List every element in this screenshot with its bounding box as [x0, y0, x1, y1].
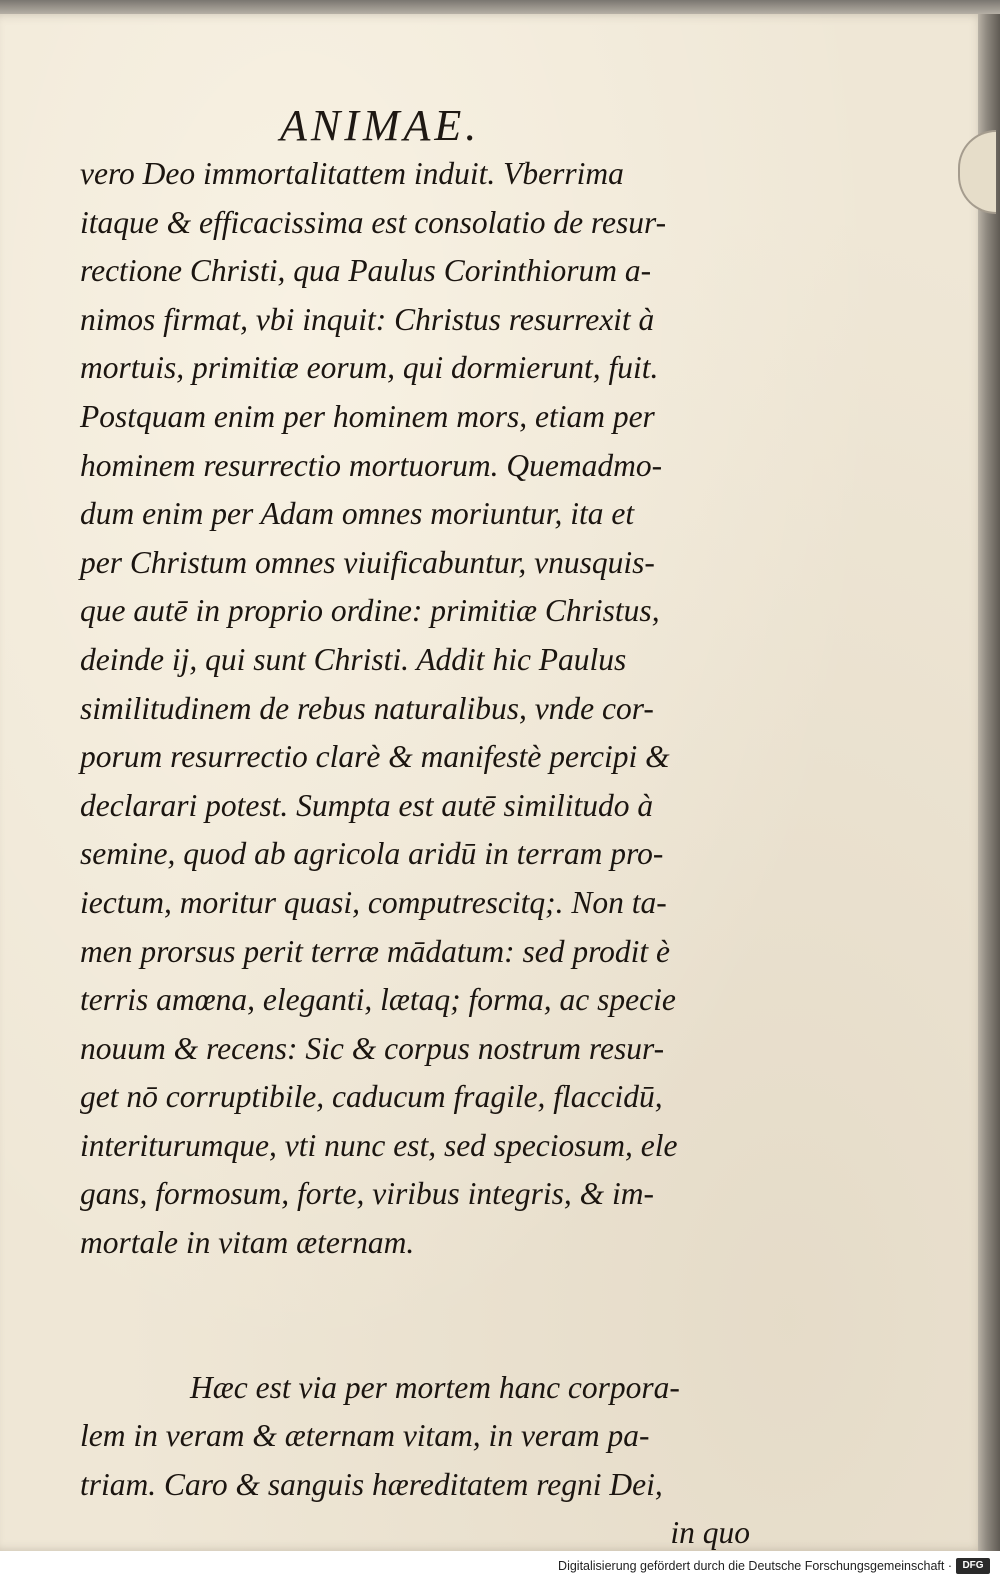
- text-line: que autē in proprio ordine: primitiæ Christus,: [80, 593, 660, 629]
- text-line: Postquam enim per hominem mors, etiam per: [80, 398, 655, 434]
- text-line: hominem resurrectio mortuorum. Quemadmo-: [80, 447, 663, 483]
- text-line: gans, formosum, forte, viribus integris, & im-: [80, 1176, 655, 1212]
- running-head: ANIMAE.: [280, 101, 481, 150]
- text-line: per Christum omnes viuificabuntur, vnusquis-: [80, 544, 655, 580]
- text-line: lem in veram & æternam vitam, in veram pa-: [80, 1418, 650, 1454]
- text-line: itaque & efficacissima est consolatio de resur-: [80, 204, 667, 240]
- text-line: mortale in vitam æternam.: [80, 1225, 415, 1261]
- text-line: porum resurrectio clarè & manifestè percipi &: [80, 739, 670, 775]
- text-line: men prorsus perit terræ mādatum: sed prodit è: [80, 933, 671, 969]
- footer-bar: [0, 1551, 1000, 1581]
- text-line: mortuis, primitiæ eorum, qui dormierunt, fuit.: [80, 350, 659, 386]
- text-line: triam. Caro & sanguis hæreditatem regni Dei,: [80, 1466, 663, 1502]
- paragraph-1: [80, 150, 760, 1268]
- text-line: declarari potest. Sumpta est autē similitudo à: [80, 787, 654, 823]
- text-line: deinde ij, qui sunt Christi. Addit hic Paulus: [80, 641, 627, 677]
- paragraph-2: [80, 1364, 760, 1558]
- catchword: in quo: [670, 1515, 750, 1551]
- text-line: dum enim per Adam omnes moriuntur, ita et: [80, 496, 635, 532]
- text-line: similitudinem de rebus naturalibus, vnde cor-: [80, 690, 654, 726]
- text-line: nimos firmat, vbi inquit: Christus resurrexit à: [80, 301, 655, 337]
- main-text: [80, 150, 760, 1558]
- text-line: vero Deo immortalitattem induit. Vberrima: [80, 156, 624, 191]
- footer-credit: Digitalisierung gefördert durch die Deutsche Forschungsgemeinschaft ·: [558, 1559, 952, 1573]
- text-line: interiturumque, vti nunc est, sed speciosum, ele: [80, 1127, 678, 1163]
- text-line: nouum & recens: Sic & corpus nostrum resur-: [80, 1030, 665, 1066]
- page-edge: [978, 14, 1000, 1551]
- text-line: get nō corruptibile, caducum fragile, flaccidū,: [80, 1079, 663, 1115]
- text-line: rectione Christi, qua Paulus Corinthiorum a-: [80, 253, 652, 289]
- text-line: semine, quod ab agricola aridū in terram pro-: [80, 836, 664, 872]
- text-line: Hæc est via per mortem hanc corpora-: [190, 1369, 680, 1405]
- text-line: terris amœna, eleganti, lætaq; forma, ac specie: [80, 982, 676, 1018]
- text-line: iectum, moritur quasi, computrescitq;. Non ta-: [80, 884, 667, 920]
- dfg-logo-icon: DFG: [956, 1558, 990, 1574]
- paragraph-gap: [80, 1268, 760, 1364]
